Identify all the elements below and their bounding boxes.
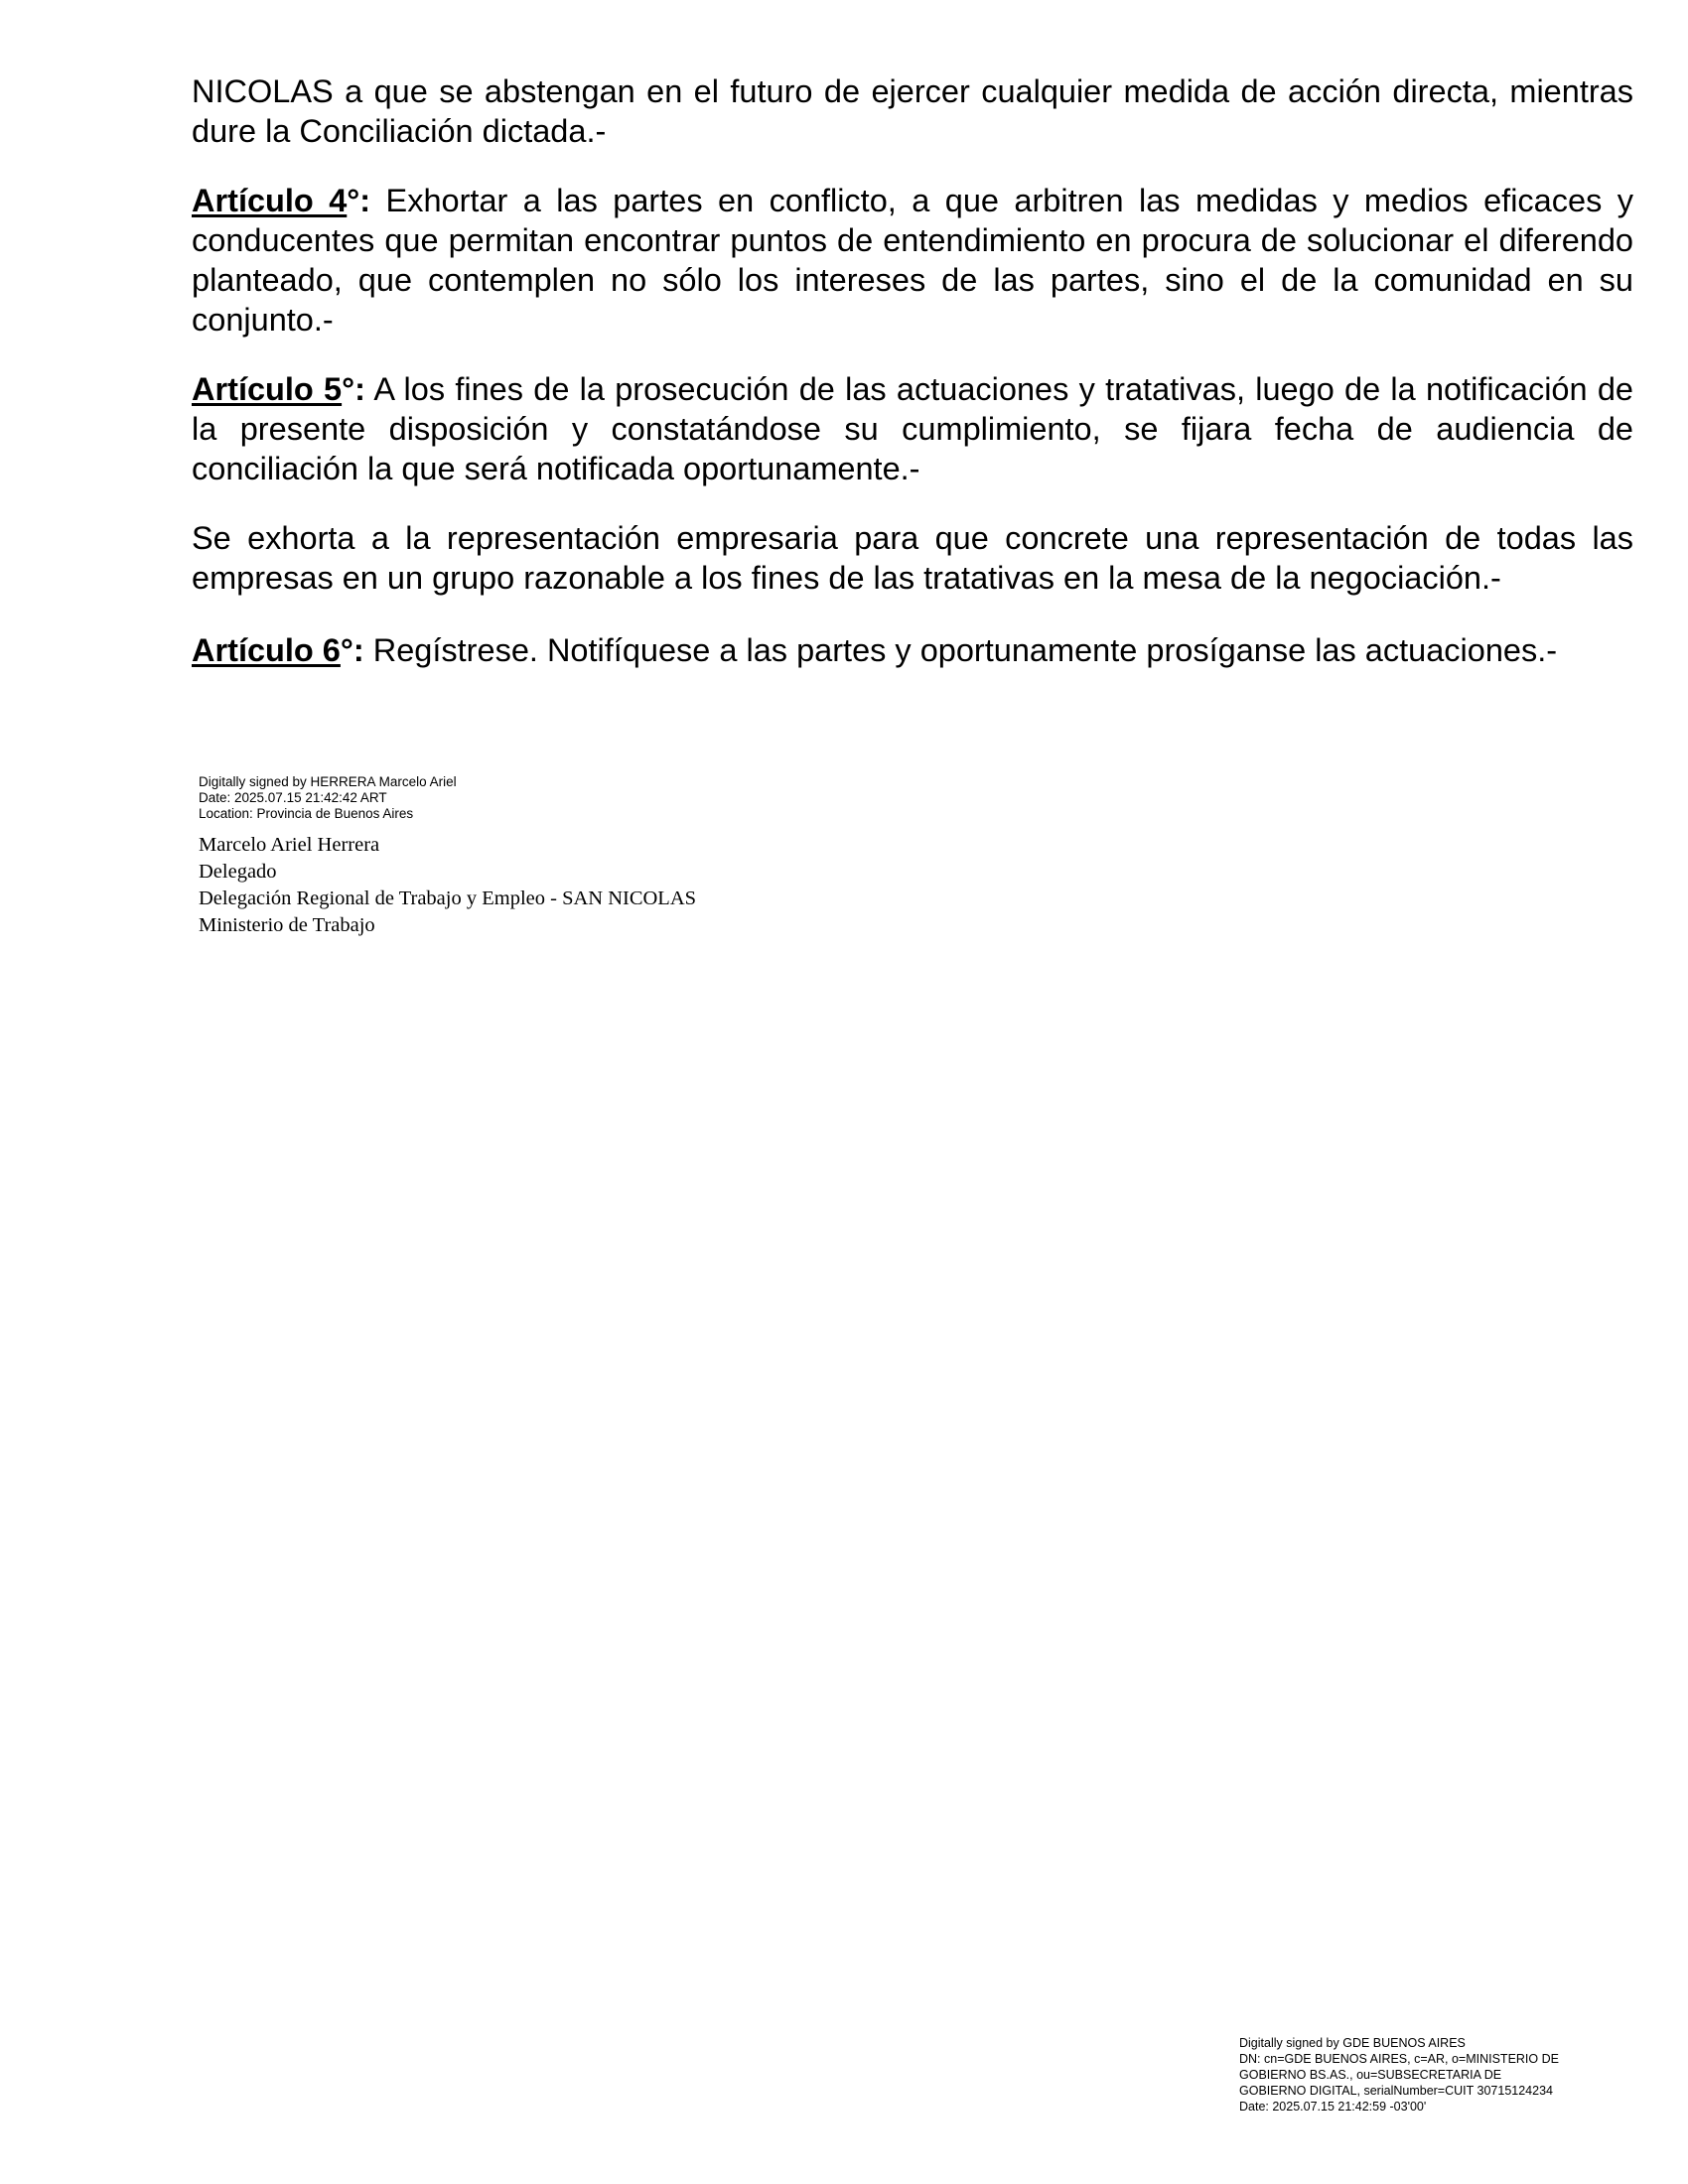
gde-line: GOBIERNO BS.AS., ou=SUBSECRETARIA DE (1239, 2068, 1502, 2082)
article-5-text: A los fines de la prosecución de las actuaciones y tratativas, luego de la notificación de la presente disposición y constatándose su cumplimiento, se fijara fecha de audiencia de conciliación la que será notificada oportunamente.- (192, 371, 1633, 486)
article-5-label: Artículo 5°: (192, 371, 365, 407)
exhortation-paragraph: Se exhorta a la representación empresaria para que concrete una representación de todas las empresas en un grupo razonable a los fines de las tratativas en la mesa de la negociación.- (192, 520, 1633, 596)
digital-signature-stamp (199, 774, 457, 822)
article-4-text: Exhortar a las partes en conflicto, a que arbitren las medidas y medios eficaces y conducentes que permitan encontrar puntos de entendimiento en procura de solucionar el diferendo planteado, que contemplen no sólo los intereses de las partes, sino el de la comunidad en su conjunto.- (192, 183, 1633, 338)
article-6-label: Artículo 6°: (192, 632, 364, 668)
article-6-paragraph (192, 630, 1633, 670)
article-5-paragraph (192, 369, 1633, 488)
gde-line: GOBIERNO DIGITAL, serialNumber=CUIT 30715124234 (1239, 2084, 1553, 2098)
signatory-office: Delegación Regional de Trabajo y Empleo - SAN NICOLAS (199, 887, 697, 909)
article-6-text: Regístrese. Notifíquese a las partes y oportunamente prosíganse las actuaciones.- (363, 632, 1558, 668)
signature-date: Date: 2025.07.15 21:42:42 ART (199, 790, 387, 805)
article-4-label: Artículo 4°: (192, 183, 371, 218)
article-4-paragraph (192, 181, 1633, 340)
gde-line: Digitally signed by GDE BUENOS AIRES (1239, 2036, 1466, 2050)
signature-signed-by: Digitally signed by HERRERA Marcelo Ariel (199, 774, 457, 789)
signature-location: Location: Provincia de Buenos Aires (199, 806, 414, 821)
gde-digital-signature (1239, 2035, 1559, 2115)
gde-line: DN: cn=GDE BUENOS AIRES, c=AR, o=MINISTERIO DE (1239, 2052, 1559, 2066)
signatory-ministry: Ministerio de Trabajo (199, 914, 375, 936)
intro-paragraph: NICOLAS a que se abstengan en el futuro de ejercer cualquier medida de acción directa, mientras dure la Conciliación dictada.- (192, 73, 1633, 149)
signatory-block (199, 832, 696, 939)
signatory-name: Marcelo Ariel Herrera (199, 834, 380, 856)
signatory-role: Delegado (199, 861, 277, 883)
gde-line: Date: 2025.07.15 21:42:59 -03'00' (1239, 2100, 1427, 2114)
